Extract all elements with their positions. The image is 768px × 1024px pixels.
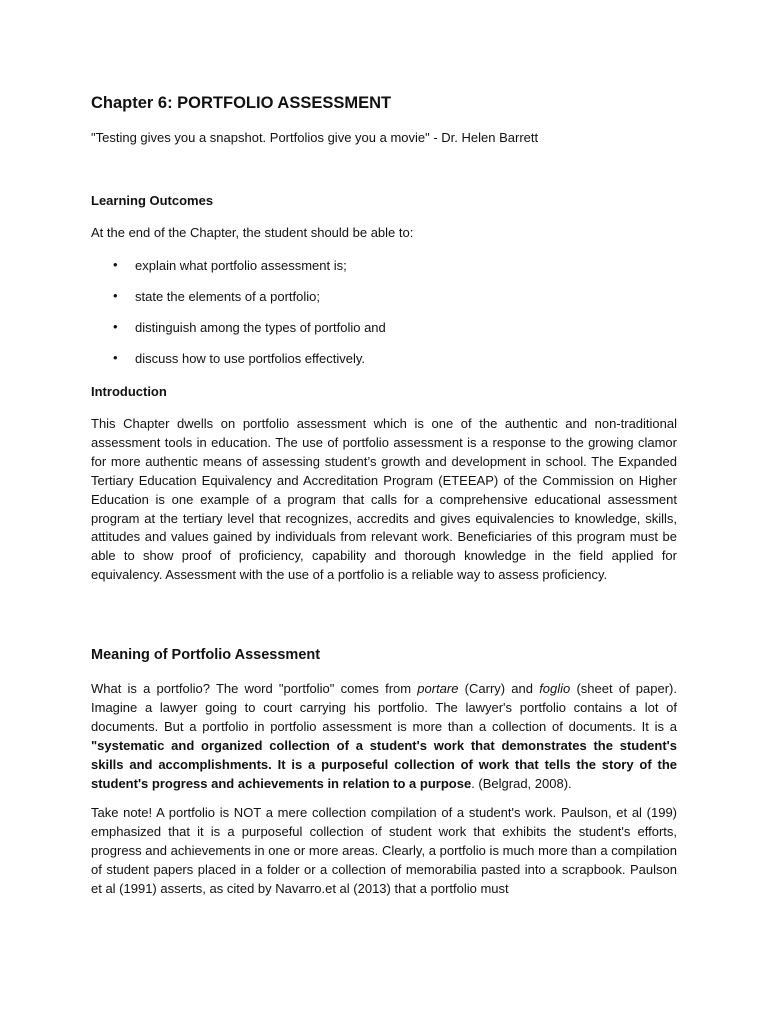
list-item-text: discuss how to use portfolios effectively. [135, 351, 366, 366]
meaning-paragraph [91, 680, 677, 793]
list-item-text: state the elements of a portfolio; [135, 289, 320, 304]
italic-term-portare: portare [417, 681, 459, 696]
chapter-title: Chapter 6: PORTFOLIO ASSESSMENT [91, 94, 392, 112]
text-run: What is a portfolio? The word "portfolio" comes from [91, 681, 418, 696]
learning-outcomes-intro: At the end of the Chapter, the student should be able to: [91, 225, 414, 240]
introduction-heading: Introduction [91, 384, 167, 399]
text-run: (sheet of paper). Imagine a lawyer going to court carrying his portfolio. The lawyer's portfolio contains a lot of documents. But a portfolio in portfolio assessment is more than a collection of documents. It is a [91, 681, 678, 734]
italic-term-foglio: foglio [539, 681, 571, 696]
bullet-icon: • [113, 288, 118, 303]
bold-definition: "systematic and organized collection of a student's work that demonstrates the student's skills and accomplishments. It is a purposeful collection of work that tells the story of the student's progress and achievements in relation to a purpose [91, 737, 677, 791]
list-item-text: distinguish among the types of portfolio and [135, 320, 386, 335]
meaning-heading: Meaning of Portfolio Assessment [91, 647, 321, 663]
epigraph-quote: "Testing gives you a snapshot. Portfolios give you a movie" - Dr. Helen Barrett [91, 130, 539, 145]
introduction-paragraph: This Chapter dwells on portfolio assessment which is one of the authentic and non-traditional assessment tools in education. The use of portfolio assessment is a response to the growing clamor for more authentic means of assessing student’s growth and development in school. The Expanded Tertiary Education Equivalency and Accreditation Program (ETEEAP) of the Commission on Higher Education is one example of a program that calls for a comprehensive educational assessment program at the tertiary level that recognizes, accredits and gives equivalencies to knowledge, skills, attitudes and values gained by individuals from relevant work. Beneficiaries of this program must be able to show proof of proficiency, capability and thorough knowledge in the field applied for equivalency. Assessment with the use of a portfolio is a reliable way to assess proficiency. [91, 416, 677, 583]
bullet-icon: • [113, 350, 118, 365]
bullet-icon: • [113, 257, 118, 272]
bullet-icon: • [113, 319, 118, 334]
text-run: (Carry) and [458, 681, 540, 696]
take-note-paragraph: Take note! A portfolio is NOT a mere collection compilation of a student's work. Paulson, et al (199) emphasized that it is a purposeful collection of student work that exhibits the student's efforts, progress and achievements in one or more areas. Clearly, a portfolio is much more than a compilation of student papers placed in a folder or a collection of memorabilia pasted into a scrapbook. Paulson et al (1991) asserts, as cited by Navarro.et al (2013) that a portfolio must [91, 805, 677, 896]
text-run: . (Belgrad, 2008). [471, 775, 572, 791]
list-item-text: explain what portfolio assessment is; [135, 258, 347, 273]
learning-outcomes-heading: Learning Outcomes [91, 193, 214, 208]
